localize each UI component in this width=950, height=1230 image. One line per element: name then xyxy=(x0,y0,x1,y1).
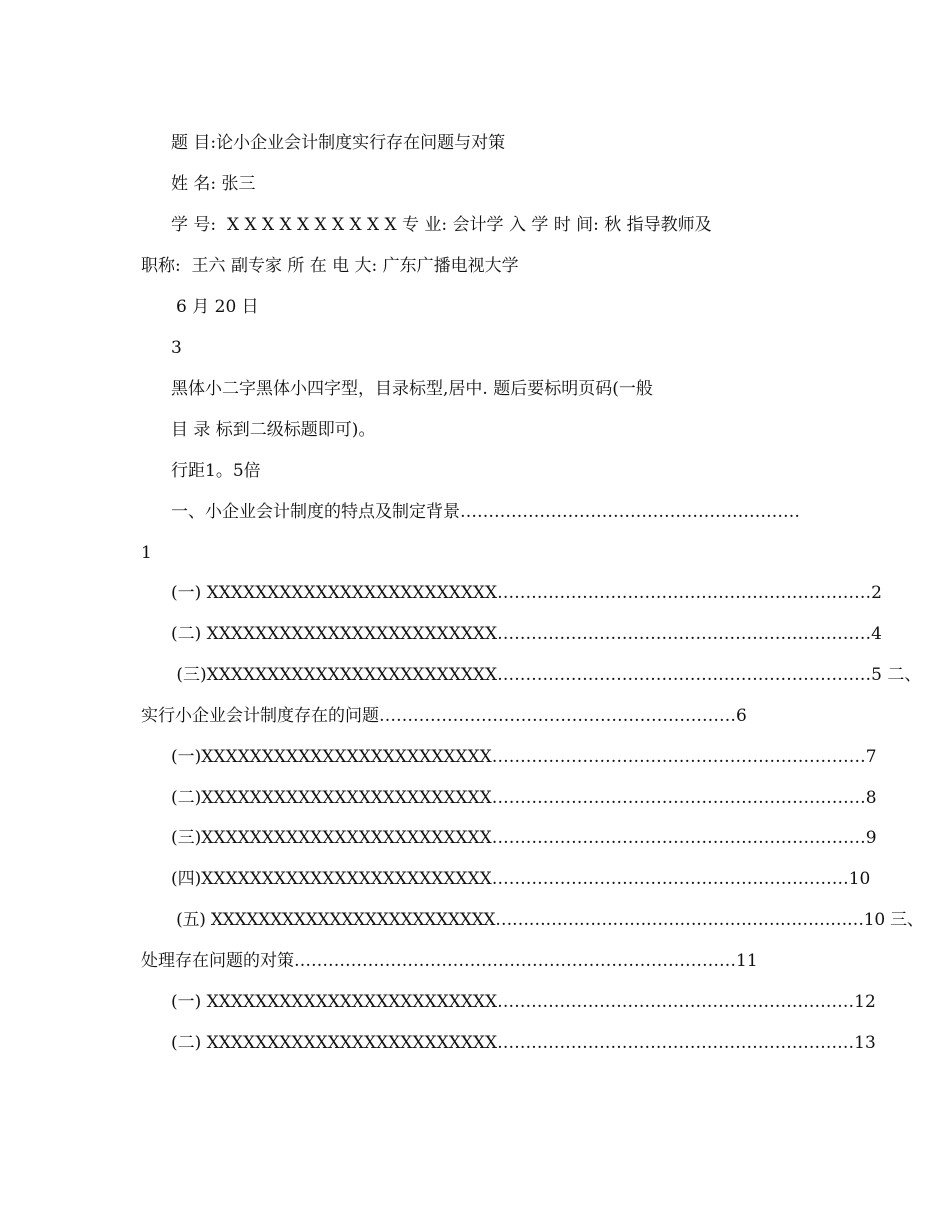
note-line-2: 目 录 标到二级标题即可)。 xyxy=(171,420,376,440)
name-line: 姓 名: 张三 xyxy=(171,174,256,194)
toc-line: 一、小企业会计制度的特点及制定背景…………………………………………………… xyxy=(171,502,800,522)
toc-line: (五) XXXXXXXXXXXXXXXXXXXXXXXX…………………………………………………………10 三、 xyxy=(171,910,924,930)
toc-line: (二) XXXXXXXXXXXXXXXXXXXXXXXX…………………………………………………………4 xyxy=(171,624,882,644)
toc-line: (一) XXXXXXXXXXXXXXXXXXXXXXXX…………………………………………………………2 xyxy=(171,583,882,603)
note-line-1: 黑体小二字黑体小四字型，目录标型,居中. 题后要标明页码(一般 xyxy=(171,379,653,399)
toc-line: 1 xyxy=(141,543,152,563)
toc-line: (一) XXXXXXXXXXXXXXXXXXXXXXXX………………………………………………………12 xyxy=(171,992,876,1012)
toc-line: 实行小企业会计制度存在的问题………………………………………………………6 xyxy=(141,706,747,726)
page-number: 3 xyxy=(171,338,182,358)
title-line: 题 目:论小企业会计制度实行存在问题与对策 xyxy=(171,133,506,153)
toc-line: 处理存在问题的对策……………………………………………………………………11 xyxy=(141,951,758,971)
date-line: 6 月 20 日 xyxy=(176,297,259,317)
note-line-3: 行距1。5倍 xyxy=(171,461,261,481)
toc-line: (一)XXXXXXXXXXXXXXXXXXXXXXXX…………………………………………………………7 xyxy=(171,747,877,767)
info-line-2: 职称: 王六 副专家 所 在 电 大: 广东广播电视大学 xyxy=(141,256,519,276)
toc-line: (三)XXXXXXXXXXXXXXXXXXXXXXXX…………………………………………………………9 xyxy=(171,828,877,848)
toc-line: (二)XXXXXXXXXXXXXXXXXXXXXXXX…………………………………………………………8 xyxy=(171,788,877,808)
toc-line: (二) XXXXXXXXXXXXXXXXXXXXXXXX………………………………………………………13 xyxy=(171,1033,876,1053)
toc-line: (三)XXXXXXXXXXXXXXXXXXXXXXXX…………………………………………………………5 二、 xyxy=(171,665,922,685)
info-line-1: 学 号: X X X X X X X X X X 专 业: 会计学 入 学 时 间: 秋 指导教师及 xyxy=(171,215,712,235)
toc-line: (四)XXXXXXXXXXXXXXXXXXXXXXXX………………………………………………………10 xyxy=(171,869,871,889)
